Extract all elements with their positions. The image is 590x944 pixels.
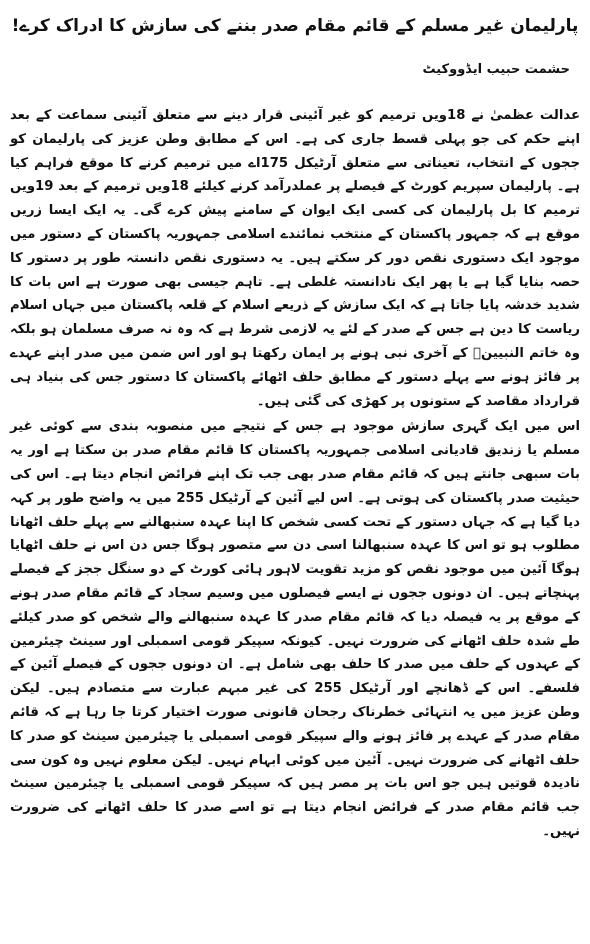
article-paragraph-1: عدالت عظمیٰ نے 18ویں ترمیم کو غیر آئینی قرار دینے سے متعلق آئینی سماعت کے بعد اپنے حکم کی جو پہلی قسط جاری کی ہے۔ اس کے مطابق وطن عزیز کی پارلیمان کو ججوں کے انتخاب، تعیناتی سے متعلق آرٹیکل 175اے میں ترمیم کرنے کا موقع فراہم کیا ہے۔ پارلیمان سپریم کورٹ کے فیصلے پر عملدرآمد کرنے کیلئے 18ویں ترمیم کے بعد 19ویں ترمیم کا بل پارلیمان کی کسی ایک ایوان کے سامنے پیش کرے گی۔ یہ ایک ایسا زریں موقع ہے کہ جمہور پاکستان کے منتخب نمائندے اسلامی جمہوریہ پاکستان کے دستور میں موجود ایک دستوری نقص دور کر سکتے ہیں۔ یہ دستوری نقص دانستہ طور پر دستور کا حصہ بنایا گیا ہے یا پھر ایک نادانستہ غلطی ہے۔ تاہم جیسی بھی صورت ہے اس بات کا شدید خدشہ پایا جاتا ہے کہ ایک سازش کے ذریعے اسلام کے قلعہ پاکستان میں جہاں اسلام ریاست کا دین ہے جس کے صدر کے لئے یہ لازمی شرط ہے کہ وہ نہ صرف مسلمان ہو بلکہ وہ خاتم النبیینؐ کے آخری نبی ہونے پر ایمان رکھتا ہو اور اس ضمن میں صدر اپنے عہدے پر فائز ہونے سے پہلے دستور کے مطابق حلف اٹھائے پاکستان کا دستور جس کی بنیاد ہی قرارداد مقاصد کے ستونوں پر کھڑی کی گئی ہیں۔ — [10, 108, 580, 409]
article-author: حشمت حبیب ایڈووکیٹ — [422, 62, 570, 77]
article-paragraph-2: اس میں ایک گہری سازش موجود ہے جس کے نتیجے میں منصوبہ بندی سے کوئی غیر مسلم یا زندیق قادیانی اسلامی جمہوریہ پاکستان کا قائم مقام صدر بن سکتا ہے اور یہ بات سبھی جانتے ہیں کہ قائم مقام صدر بھی جب تک اپنے فرائض انجام دیتا ہے۔ اس کی حیثیت صدر پاکستان کی ہوتی ہے۔ اس لیے آئین کے آرٹیکل 255 میں یہ واضح طور پر کہہ دیا گیا ہے کہ جہاں دستور کے تحت کسی شخص کا اپنا عہدہ سنبھالنے سے پہلے حلف اٹھانا مطلوب ہو تو اس کا عہدہ سنبھالنا اسی دن سے متصور ہوگا جس دن اس نے حلف اٹھایا ہوگا آئین میں موجود نقص کو مزید تقویت لاہور ہائی کورٹ کے دو سنگل ججز کے فیصلے پہنچاتے ہیں۔ ان دونوں ججوں نے ایسے فیصلوں میں وسیم سجاد کے قائم مقام صدر ہونے کے موقع پر یہ فیصلہ دیا کہ قائم مقام صدر کا عہدہ سنبھالنے والے شخص کو صدر کیلئے طے شدہ حلف اٹھانے کی ضرورت نہیں۔ کیونکہ سپیکر قومی اسمبلی اور سینٹ چیئرمین کے عہدوں کے حلف میں صدر کا حلف بھی شامل ہے۔ ان دونوں ججوں کے فیصلے آئین کے فلسفے۔ اس کے ڈھانچے اور آرٹیکل 255 کی غیر مبہم عبارت سے متصادم ہیں۔ لیکن وطن عزیز میں یہ انتہائی خطرناک رجحان قانونی صورت اختیار کرتا جا رہا ہے کہ قائم مقام صدر کے عہدے پر فائز ہونے والے سپیکر قومی اسمبلی یا چیئرمین سینٹ کو صدر کا حلف اٹھانے کی ضرورت نہیں۔ آئین میں کوئی ابہام نہیں۔ لیکن معلوم نہیں وہ کون سی نادیدہ قوتیں ہیں جو اس بات پر مصر ہیں کہ سپیکر قومی اسمبلی یا چیئرمین سینٹ جب قائم مقام صدر کے فرائض انجام دیتا ہے تو اسے صدر کا حلف اٹھانے کی ضرورت نہیں۔ — [10, 419, 580, 839]
article-headline: پارلیمان غیر مسلم کے قائم مقام صدر بننے کی سازش کا ادراک کرے! — [11, 16, 579, 36]
